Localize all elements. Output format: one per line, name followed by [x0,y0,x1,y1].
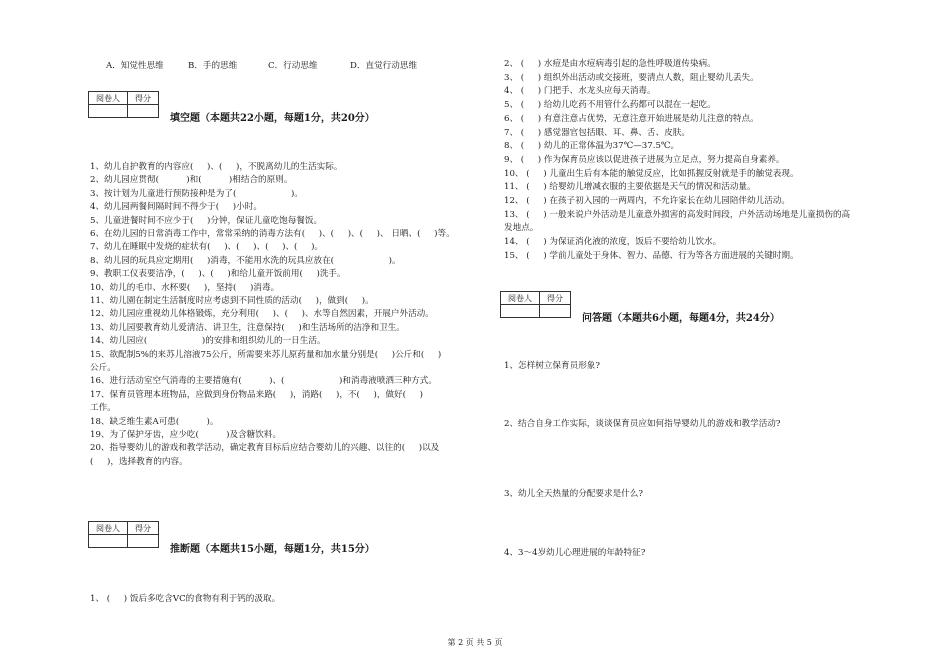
score-label: 得分 [128,92,159,105]
fill-question-line: 17、保育员管理本班物品，应做到身份物品来路( )，消路( )，不( )，做好( ) [90,389,424,400]
fill-question-line: 4、幼儿园两餐间隔时间不得少于( )小时。 [90,202,262,213]
fill-question-line: 14、幼儿园应( )的安排和组织幼儿的一日生活。 [90,336,326,347]
fill-question-line: 10、幼儿的毛巾、水杯要( )，坚持( )消毒。 [90,282,280,293]
reviewer-cell[interactable] [501,305,540,318]
option-b: B．手的思维 [188,61,238,71]
qa-question-4: 4、3～4岁幼儿心理进展的年龄特征? [504,548,646,558]
fill-question-line: 15、欲配制5%的来苏儿溶液75公斤，所需要来苏儿原药量和加水量分别是( )公斤和( ) [90,349,442,360]
score-cell[interactable] [540,305,571,318]
score-cell[interactable] [128,105,159,118]
fill-question-line: 18、缺乏维生素A可患( )。 [90,416,219,427]
option-a: A．知觉性思维 [106,61,164,71]
fill-question-line: 6、在幼儿园的日常消毒工作中，常常采纳的消毒方法有( )、( )、( )、 日晒、( )等。 [90,229,455,239]
score-box-qa [500,291,571,318]
reviewer-cell[interactable] [89,105,128,118]
reviewer-label: 阅卷人 [89,92,128,105]
fill-question-line: 9、教职工仪表要洁净，( )、( )和给儿童开饭前用( )洗手。 [90,269,346,280]
fill-question-line: 8、幼儿园的玩具应定期用( )消毒，不能用水洗的玩具应放在( )。 [90,255,401,266]
score-label: 得分 [540,292,571,305]
judge-question-line: 4、 ( ) 门把手、水龙头应每天消毒。 [504,86,656,97]
judge-question-1: 1、 ( ) 饭后多吃含VC的食物有利于钙的汲取。 [90,594,281,604]
fill-question-line: 1、幼儿自护教育的内容应( )、( )，不脱离幼儿的生活实际。 [90,162,343,172]
judge-question-line: 14、 ( ) 为保证消化液的浓度，饭后不要给幼儿饮水。 [504,237,722,248]
fill-question-line: 11、幼儿園在制定生活制度时应考虑到不同性质的活动( )，做到( )。 [90,296,374,306]
fill-question-line: 5、儿童进餐时间不应少于( )分钟，保证儿童吃饱每餐饭。 [90,215,323,226]
reviewer-cell[interactable] [89,535,128,548]
page-footer: 第 2 页 共 5 页 [447,638,503,647]
judge-question-line: 8、 ( ) 幼儿的正常体温为37℃—37.5℃。 [504,141,680,152]
judge-question-line: 11、 ( ) 给婴幼儿增减衣服的主要依据是天气的情况和活动量。 [504,182,756,193]
reviewer-label: 阅卷人 [501,292,540,305]
score-cell[interactable] [128,535,159,548]
judge-section-title: 推断题（本题共15小题，每题1分，共15分） [170,544,375,555]
fill-question-line: 3、按计划为儿童进行预防接种是为了( )。 [90,188,303,199]
score-label: 得分 [128,522,159,535]
option-c: C．行动思维 [268,61,318,71]
fill-question-line: 16、进行活动室空气消毒的主要措施有( )、( )和消毒液喷洒三种方式。 [90,376,437,387]
judge-question-line: 12、 ( ) 在孩子初入园的一两周内，不允许家长在幼儿园陪伴幼儿活动。 [504,196,790,206]
qa-question-2: 2、结合自身工作实际，谈谈保育员应如何指导婴幼儿的游戏和教学活动? [504,419,781,429]
fill-question-line: 公斤。 [90,363,116,373]
judge-question-line: 6、 ( ) 有意注意占优势，无意注意开始进展是幼儿注意的特点。 [504,113,759,124]
fill-question-line: 工作。 [90,403,116,414]
fill-question-line: ( )，选择教育的内容。 [90,456,188,467]
judge-question-line: 13、 ( ) 一般来说户外活动是儿童意外损害的高发时间段，户外活动场地是儿童损伤的高 [504,209,851,220]
fill-question-line: 7、幼儿在睡眠中发烧的症状有( )、( )、( )、( )。 [90,242,324,253]
qa-section-title: 问答题（本题共6小题，每题4分，共24分） [582,313,780,324]
score-box-fill [88,91,159,118]
judge-question-line: 15、 ( ) 学前儿童处于身体、智力、品德、行为等各方面进展的关键时期。 [504,250,799,261]
judge-question-line: 发地点。 [504,223,539,234]
qa-question-3: 3、幼儿全天热量的分配要求是什么? [504,489,643,499]
fill-question-line: 2、幼儿园应贯彻( )和( )相结合的原则。 [90,175,293,186]
fill-section-title: 填空题（本题共22小题，每题1分，共20分） [170,113,375,124]
qa-question-1: 1、怎样树立保育员形象? [504,361,601,371]
judge-question-line: 5、 ( ) 给幼儿吃药不用管什么药都可以混在一起吃。 [504,100,716,111]
reviewer-label: 阅卷人 [89,522,128,535]
judge-question-line: 3、 ( ) 组织外出活动或交接班，要清点人数，阻止婴幼儿丢失。 [504,72,759,83]
fill-question-line: 12、幼儿园应重视幼儿体格锻炼，充分利用( )、( )、水等自然因素，开展户外活动。 [90,309,434,320]
score-box-judge [88,521,159,548]
judge-question-line: 10、 ( ) 儿童出生后有本能的触觉反应，比如抓握反射就是手的触觉表现。 [504,168,799,179]
judge-question-line: 9、 ( ) 作为保育员应该以促进孩子进展为立足点，努力提高自身素养。 [504,154,785,165]
judge-question-line: 7、 ( ) 感觉器官包括眼、耳、鼻、舌、皮肤。 [504,127,690,138]
fill-question-line: 13、幼儿园要教育幼儿爱清洁、讲卫生，注意保持( )和生活场所的洁净和卫生。 [90,322,405,333]
fill-question-line: 20、指导婴幼儿的游戏和教学活动，确定教育目标后应结合婴幼儿的兴趣、以往的( )以及 [90,443,440,454]
judge-question-line: 2、 ( ) 水痘是由水痘病毒引起的急性呼吸道传染病。 [504,59,716,69]
fill-question-line: 19、为了保护牙齿，应少吃( )及含糖饮料。 [90,430,282,440]
option-d: D．直觉行动思维 [350,61,418,71]
